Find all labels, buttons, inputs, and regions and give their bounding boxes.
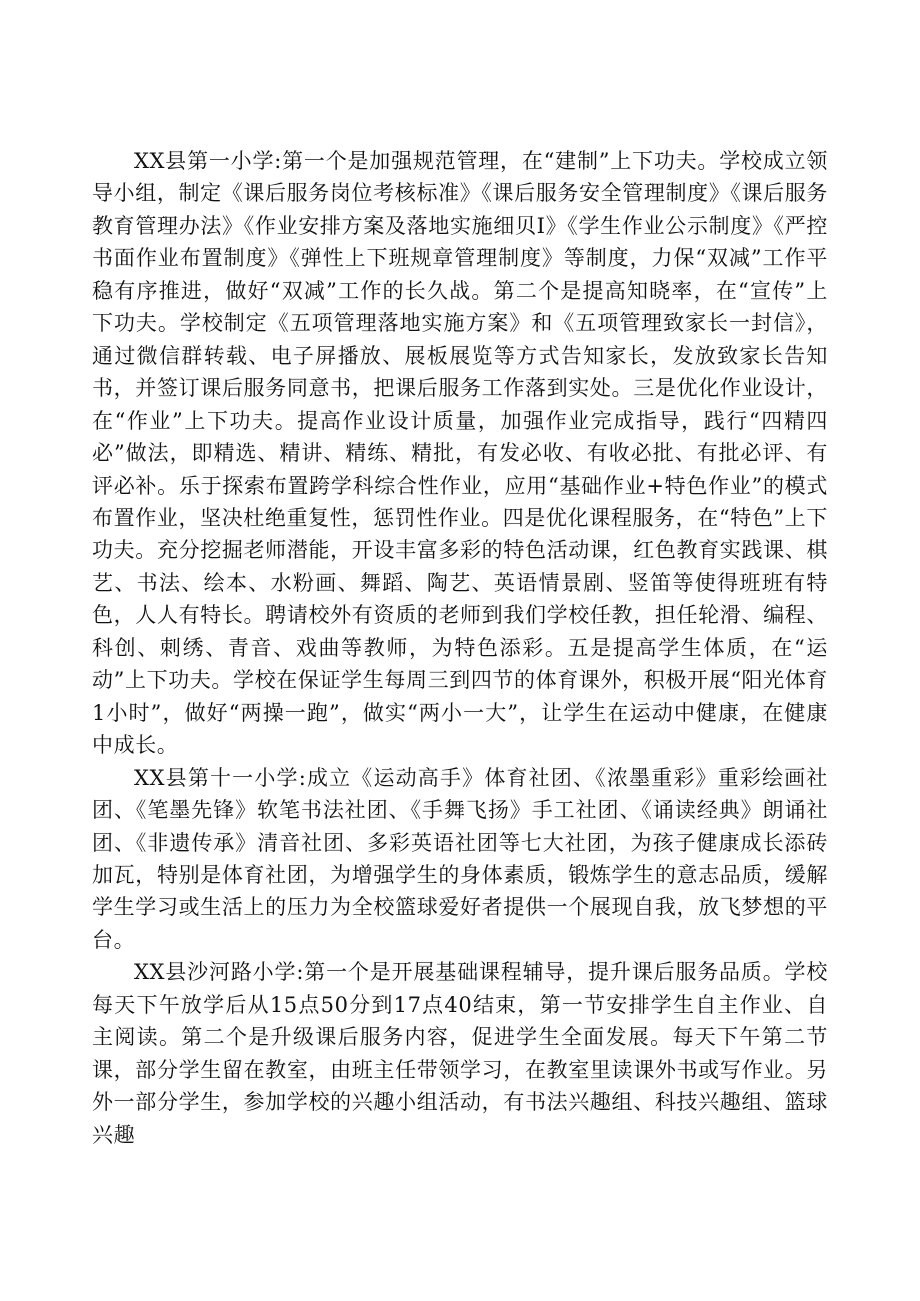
paragraph-first-primary-school: XX县第一小学:第一个是加强规范管理，在“建制”上下功夫。学校成立领导小组，制定《课后服务岗位考核标准》《课后服务安全管理制度》《课后服务教育管理办法》《作业安排方案及落地实施细贝I》《学生作业公示制度》《严控书面作业布置制度》《弹性上下班规章管理制度》等制度，力保“双减”工作平稳有序推进，做好“双减”工作的长久战。第二个是提高知晓率，在“宣传”上下功夫。学校制定《五项管理落地实施方案》和《五项管理致家长一封信》，通过微信群转载、电子屏播放、展板展览等方式告知家长，发放致家长告知书，并签订课后服务同意书，把课后服务工作落到实处。三是优化作业设计，在“作业”上下功夫。提高作业设计质量，加强作业完成指导，践行“四精四必”做法，即精选、精讲、精练、精批，有发必收、有收必批、有批必评、有评必补。乐于探索布置跨学科综合性作业，应用“基础作业+特色作业”的模式布置作业，坚决杜绝重复性，惩罚性作业。四是优化课程服务，在“特色”上下功夫。充分挖掘老师潜能，开设丰富多彩的特色活动课，红色教育实践课、棋艺、书法、绘本、水粉画、舞蹈、陶艺、英语情景剧、竖笛等使得班班有特色，人人有特长。聘请校外有资质的老师到我们学校任教，担任轮滑、编程、科创、刺绣、青音、戏曲等教师，为特色添彩。五是提高学生体质，在“运动”上下功夫。学校在保证学生每周三到四节的体育课外，积极开展“阳光体育1小时”，做好“两操一跑”，做实“两小一大”，让学生在运动中健康，在健康中成长。 bbox=[92, 149, 828, 758]
document-body bbox=[92, 145, 828, 1151]
paragraph-shahe-road-primary-school: XX县沙河路小学:第一个是开展基础课程辅导，提升课后服务品质。学校每天下午放学后从15点50分到17点40结束，第一节安排学生自主作业、自主阅读。第二个是升级课后服务内容，促进学生全面发展。每天下午第二节课，部分学生留在教室，由班主任带领学习，在教室里读课外书或写作业。另外一部分学生，参加学校的兴趣小组活动，有书法兴趣组、科技兴趣组、篮球兴趣 bbox=[92, 960, 828, 1147]
paragraph-eleventh-primary-school: XX县第十一小学:成立《运动高手》体育社团、《浓墨重彩》重彩绘画社团、《笔墨先锋》软笔书法社团、《手舞飞扬》手工社团、《诵读经典》朗诵社团、《非遗传承》清音社团、多彩英语社团等七大社团，为孩子健康成长添砖加瓦，特别是体育社团，为增强学生的身体素质，锻炼学生的意志品质，缓解学生学习或生活上的压力为全校篮球爱好者提供一个展现自我，放飞梦想的平台。 bbox=[92, 765, 828, 952]
